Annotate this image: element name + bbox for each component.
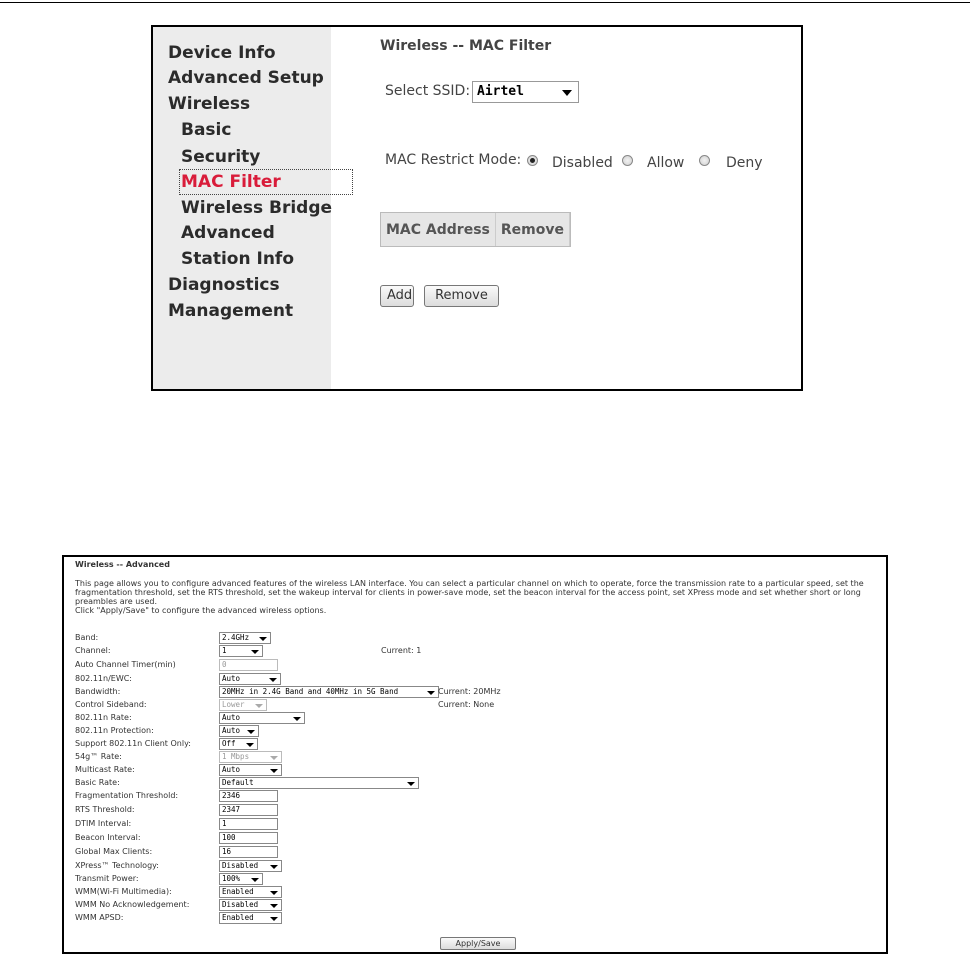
multicast-rate-label: Multicast Rate: — [75, 765, 135, 774]
nav-mac-filter[interactable]: MAC Filter — [181, 171, 351, 193]
mac-table — [380, 212, 571, 247]
wmm-label: WMM(Wi-Fi Multimedia): — [75, 887, 172, 896]
ssid-select[interactable] — [472, 81, 579, 103]
global-max-clients-value: 16 — [222, 847, 232, 856]
basic-rate-value: Default — [222, 778, 254, 787]
control-sideband-select[interactable] — [219, 699, 267, 711]
page-title: Wireless -- MAC Filter — [380, 38, 552, 54]
dtim-interval-label: DTIM Interval: — [75, 819, 132, 828]
rts-threshold-value: 2347 — [222, 805, 241, 814]
auto-channel-timer-label: Auto Channel Timer(min) — [75, 660, 176, 669]
wmm-select[interactable] — [219, 886, 282, 898]
multicast-rate-value: Auto — [222, 765, 241, 774]
chevron-down-icon — [270, 769, 278, 773]
n-protection-select[interactable] — [219, 725, 259, 737]
mac-address-header: MAC Address — [381, 213, 496, 246]
wmm-apsd-value: Enabled — [222, 913, 254, 922]
remove-header: Remove — [496, 213, 570, 246]
global-max-clients-input[interactable] — [219, 846, 278, 858]
chevron-down-icon — [259, 637, 267, 641]
control-sideband-current: Current: None — [438, 700, 495, 709]
chevron-down-icon — [246, 743, 254, 747]
chevron-down-icon — [270, 756, 278, 760]
instruction-text: Click "Apply/Save" to configure the advanced wireless options. — [75, 606, 327, 615]
auto-channel-timer-input[interactable] — [219, 659, 278, 671]
ewc-value: Auto — [222, 674, 241, 683]
dtim-interval-value: 1 — [222, 819, 227, 828]
band-value: 2.4GHz — [222, 633, 250, 642]
beacon-interval-value: 100 — [222, 833, 236, 842]
advanced-title: Wireless -- Advanced — [75, 560, 170, 569]
channel-label: Channel: — [75, 646, 111, 655]
xpress-value: Disabled — [222, 861, 259, 870]
nav-advanced[interactable]: Advanced — [181, 223, 275, 243]
band-label: Band: — [75, 633, 99, 642]
chevron-down-icon — [251, 878, 259, 882]
global-max-clients-label: Global Max Clients: — [75, 847, 153, 856]
bandwidth-value: 20MHz in 2.4G Band and 40MHz in 5G Band — [222, 687, 399, 696]
chevron-down-icon — [427, 691, 435, 695]
mac-filter-panel — [151, 25, 803, 391]
top-divider — [0, 2, 970, 3]
apply-save-button[interactable]: Apply/Save — [440, 937, 516, 950]
transmit-power-value: 100% — [222, 874, 241, 883]
chevron-down-icon — [293, 717, 301, 721]
basic-rate-select[interactable] — [219, 777, 419, 789]
radio-disabled[interactable] — [527, 155, 538, 166]
wmm-no-ack-label: WMM No Acknowledgement: — [75, 900, 190, 909]
ssid-label: Select SSID: — [385, 83, 471, 99]
chevron-down-icon — [270, 865, 278, 869]
dtim-interval-input[interactable] — [219, 818, 278, 830]
n-protection-label: 802.11n Protection: — [75, 726, 154, 735]
n-client-only-label: Support 802.11n Client Only: — [75, 739, 191, 748]
chevron-down-icon — [247, 730, 255, 734]
auto-channel-timer-value: 0 — [222, 660, 227, 669]
chevron-down-icon — [270, 891, 278, 895]
n-protection-value: Auto — [222, 726, 241, 735]
radio-deny[interactable] — [699, 155, 710, 166]
chevron-down-icon — [562, 90, 572, 96]
n-rate-value: Auto — [222, 713, 241, 722]
nav-security[interactable]: Security — [181, 147, 261, 167]
wmm-apsd-label: WMM APSD: — [75, 913, 124, 922]
rts-threshold-label: RTS Threshold: — [75, 805, 135, 814]
multicast-rate-select[interactable] — [219, 764, 282, 776]
n-rate-select[interactable] — [219, 712, 305, 724]
remove-button[interactable]: Remove — [424, 285, 499, 307]
channel-current: Current: 1 — [381, 646, 422, 655]
radio-disabled-label: Disabled — [552, 155, 613, 171]
mac-table-header-row — [381, 213, 570, 246]
bandwidth-label: Bandwidth: — [75, 687, 121, 696]
54g-rate-select[interactable] — [219, 751, 282, 763]
chevron-down-icon — [269, 678, 277, 682]
advanced-panel — [62, 555, 888, 954]
ewc-label: 802.11n/EWC: — [75, 674, 133, 683]
nav-management[interactable]: Management — [168, 301, 294, 321]
nav-basic[interactable]: Basic — [181, 120, 232, 140]
nav-wireless[interactable]: Wireless — [168, 94, 251, 114]
transmit-power-label: Transmit Power: — [75, 874, 139, 883]
ewc-select[interactable] — [219, 673, 281, 685]
basic-rate-label: Basic Rate: — [75, 778, 120, 787]
chevron-down-icon — [270, 917, 278, 921]
wmm-no-ack-select[interactable] — [219, 899, 282, 911]
band-select[interactable] — [219, 632, 271, 644]
chevron-down-icon — [407, 782, 415, 786]
n-rate-label: 802.11n Rate: — [75, 713, 132, 722]
mac-restrict-label: MAC Restrict Mode: — [385, 152, 522, 168]
radio-deny-label: Deny — [726, 155, 763, 171]
nav-advanced-setup[interactable]: Advanced Setup — [168, 68, 324, 88]
wmm-value: Enabled — [222, 887, 254, 896]
channel-select[interactable] — [219, 645, 263, 657]
nav-wireless-bridge[interactable]: Wireless Bridge — [181, 198, 333, 218]
sidebar-nav — [153, 27, 331, 389]
bandwidth-current: Current: 20MHz — [438, 687, 501, 696]
54g-rate-value: 1 Mbps — [222, 752, 250, 761]
fragmentation-threshold-input[interactable] — [219, 790, 278, 802]
radio-allow-label: Allow — [647, 155, 685, 171]
control-sideband-value: Lower — [222, 700, 245, 709]
description-text: This page allows you to configure advanced features of the wireless LAN interface. You can select a particular channel on which to operate, force the transmission rate to a particular speed, set the fragmentation threshold, set the RTS threshold, set the wakeup interval for clients in power-save mode, set the beacon interval for the access point, set XPress mode and set whether short or long preambles are used. — [75, 579, 864, 606]
fragmentation-threshold-label: Fragmentation Threshold: — [75, 791, 179, 800]
wmm-no-ack-value: Disabled — [222, 900, 259, 909]
chevron-down-icon — [270, 904, 278, 908]
xpress-select[interactable] — [219, 860, 282, 872]
transmit-power-select[interactable] — [219, 873, 263, 885]
n-client-only-value: Off — [222, 739, 236, 748]
nav-device-info[interactable]: Device Info — [168, 43, 276, 63]
chevron-down-icon — [251, 650, 259, 654]
xpress-label: XPress™ Technology: — [75, 861, 160, 870]
ssid-select-value: Airtel — [477, 84, 524, 99]
channel-value: 1 — [222, 646, 227, 655]
beacon-interval-label: Beacon Interval: — [75, 833, 141, 842]
54g-rate-label: 54g™ Rate: — [75, 752, 122, 761]
beacon-interval-input[interactable] — [219, 832, 278, 844]
wmm-apsd-select[interactable] — [219, 912, 282, 924]
nav-diagnostics[interactable]: Diagnostics — [168, 275, 280, 295]
rts-threshold-input[interactable] — [219, 804, 278, 816]
advanced-description — [75, 579, 883, 615]
fragmentation-threshold-value: 2346 — [222, 791, 241, 800]
bandwidth-select[interactable] — [219, 686, 439, 698]
n-client-only-select[interactable] — [219, 738, 258, 750]
nav-station-info[interactable]: Station Info — [181, 249, 294, 269]
add-button[interactable]: Add — [380, 285, 414, 307]
radio-allow[interactable] — [622, 155, 633, 166]
chevron-down-icon — [255, 704, 263, 708]
control-sideband-label: Control Sideband: — [75, 700, 147, 709]
